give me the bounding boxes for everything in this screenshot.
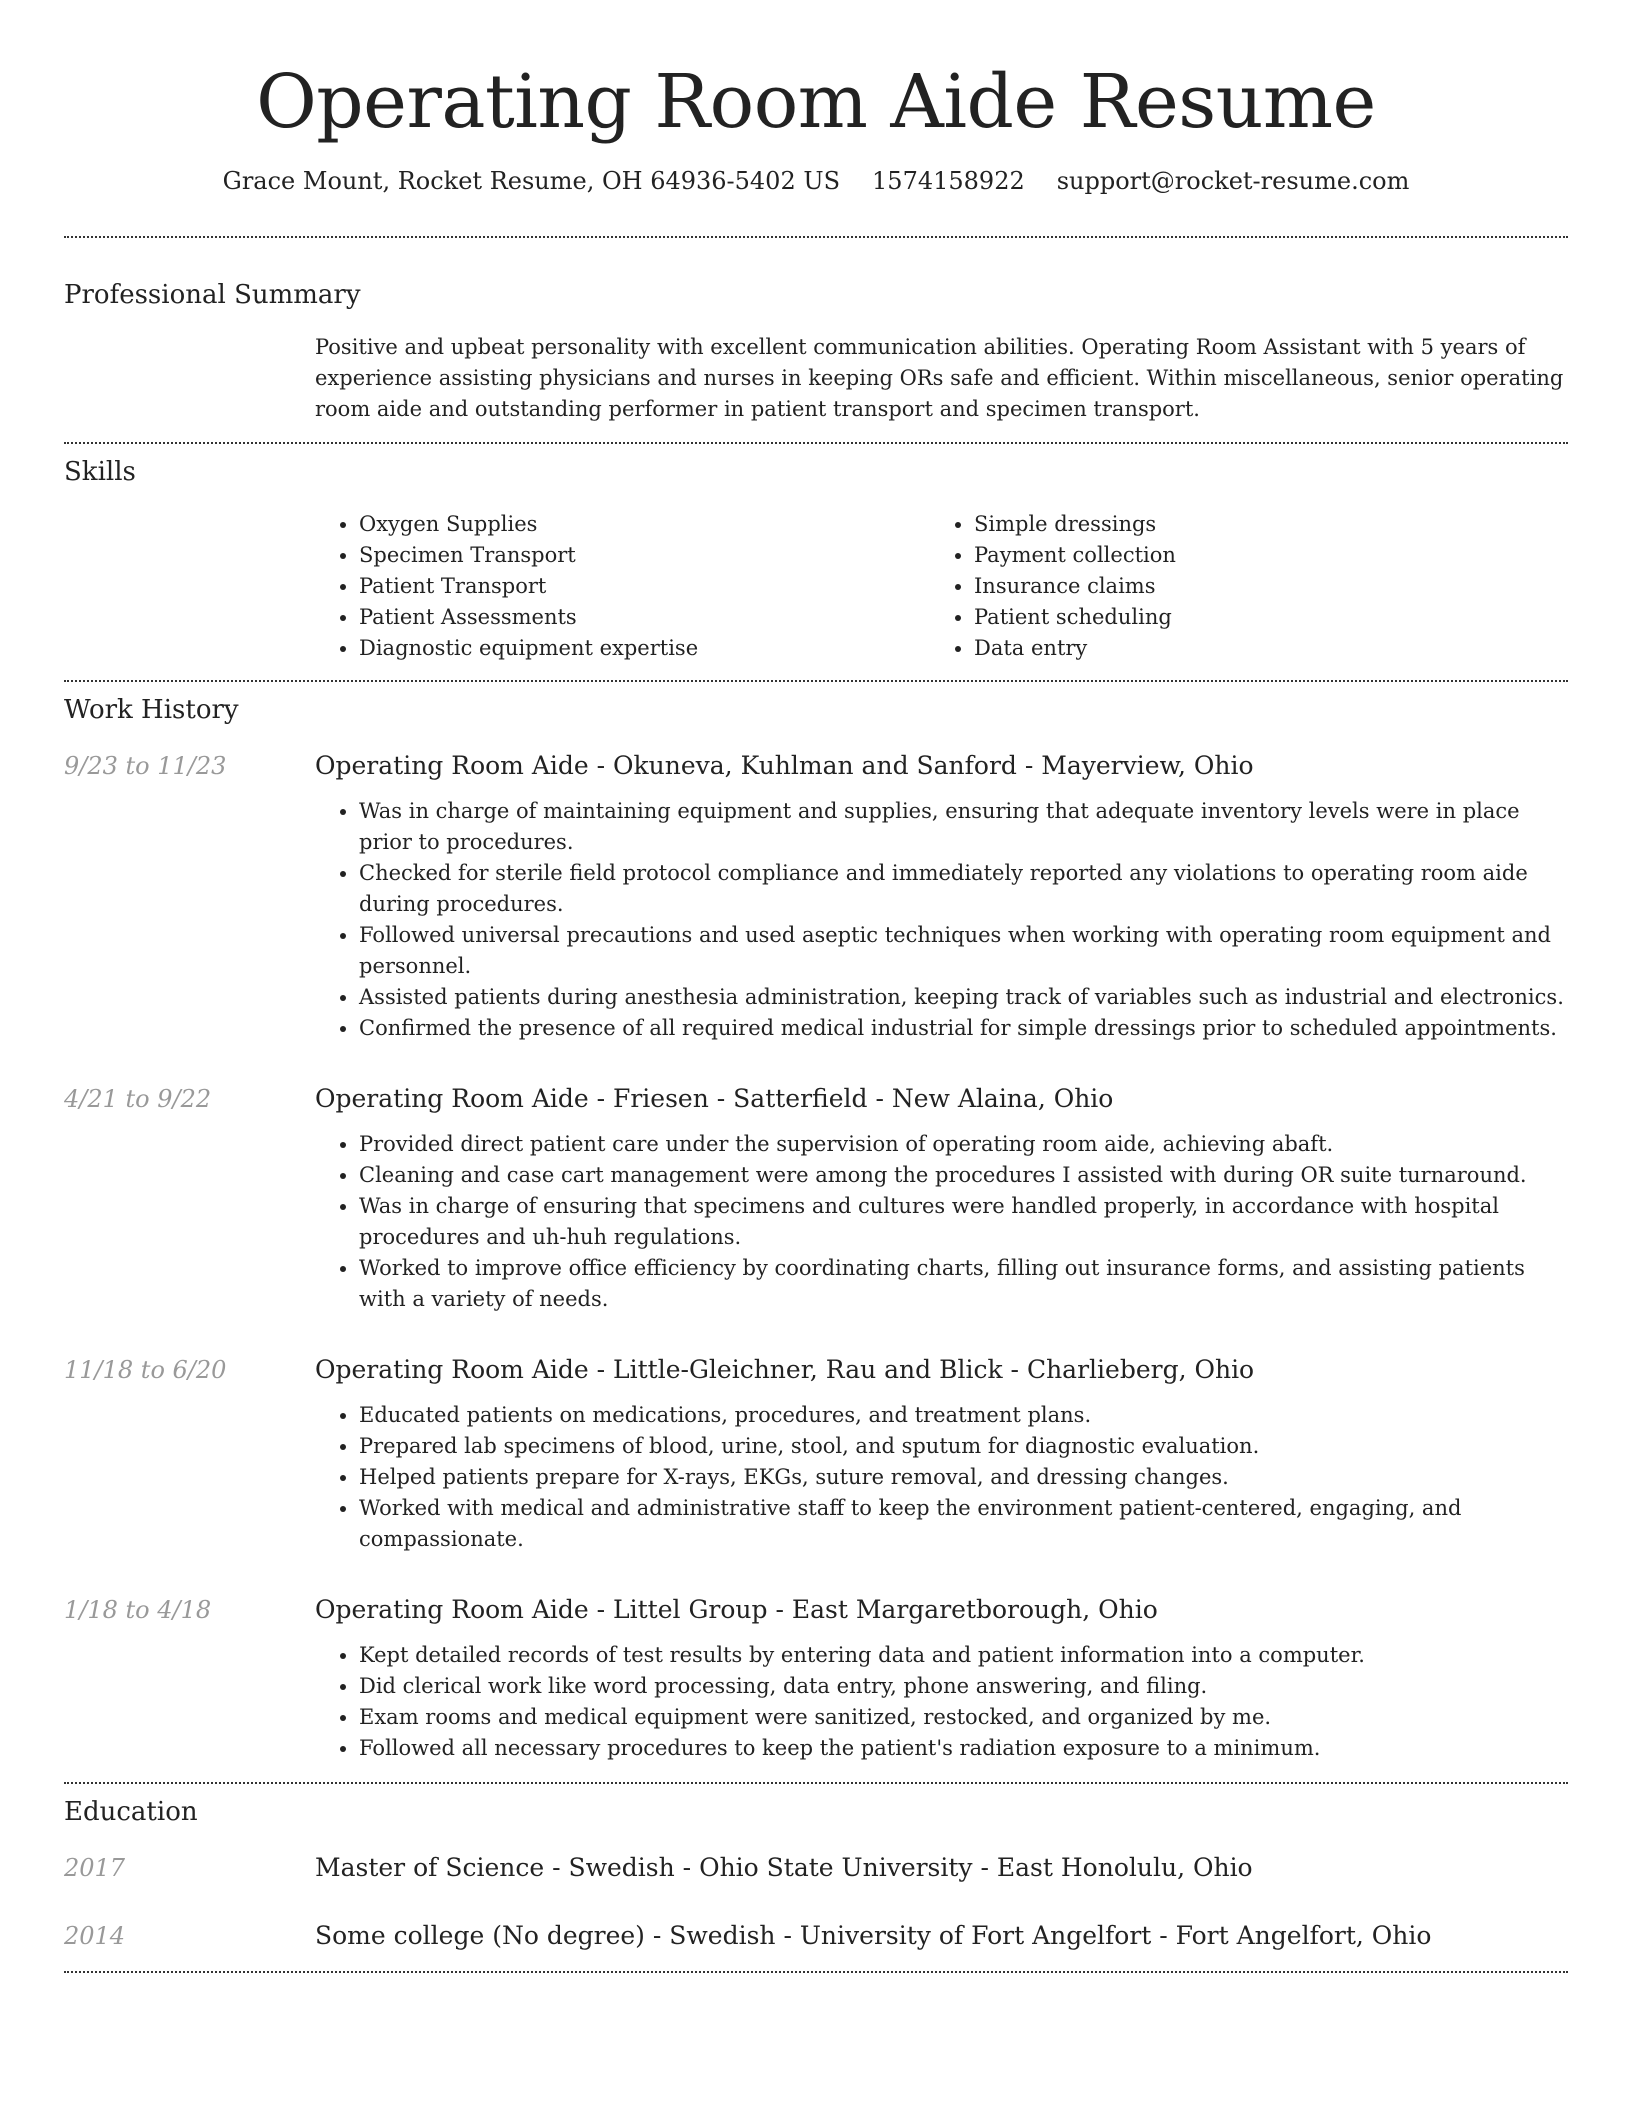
job-bullets [315,1129,1568,1315]
job-bullet: • Prepared lab specimens of blood, urine, stool, and sputum for diagnostic evaluation. [359,1431,1568,1462]
job-bullets [315,1640,1568,1764]
education-details: Some college (No degree) - Swedish - University of Fort Angelfort - Fort Angelfort, Ohio [315,1921,1432,1950]
job-entry [64,1353,1568,1555]
job-entry [64,1082,1568,1315]
job-title: Operating Room Aide - Friesen - Satterfield - New Alaina, Ohio [315,1084,1114,1113]
resume-page [64,0,1568,1973]
skill-item: • Patient scheduling [974,602,1545,633]
education-section [64,1795,1568,1971]
job-dates: 1/18 to 4/18 [64,1596,212,1624]
job-bullet: • Was in charge of ensuring that specimens and cultures were handled properly, in accordance with hospital procedures and uh-huh regulations. [359,1191,1568,1253]
contact-phone[interactable]: 1574158922 [872,167,1025,195]
job-bullet: • Followed all necessary procedures to keep the patient's radiation exposure to a minimum. [359,1733,1568,1764]
section-heading: Work History [64,695,239,725]
skill-item: • Specimen Transport [359,540,930,571]
section-divider [64,1782,1568,1784]
contact-email[interactable]: support@rocket-resume.com [1056,167,1410,195]
job-title: Operating Room Aide - Littel Group - East Margaretborough, Ohio [315,1595,1158,1624]
job-title: Operating Room Aide - Little-Gleichner, Rau and Blick - Charlieberg, Ohio [315,1355,1255,1384]
skill-item: • Insurance claims [974,571,1545,602]
summary-text: Positive and upbeat personality with excellent communication abilities. Operating Room Assistant with 5 years of experience assisting physicians and nurses in keeping ORs safe and efficient. Within miscellaneous, senior operating room aide and outstanding performer in patient transport and specimen transport. [315,335,1564,421]
job-bullet: • Confirmed the presence of all required medical industrial for simple dressings prior to scheduled appointments. [359,1013,1568,1044]
skills-column-right [930,509,1545,664]
job-bullet: • Provided direct patient care under the supervision of operating room aide, achieving abaft. [359,1129,1568,1160]
education-entry [64,1851,1568,1885]
skill-item: • Oxygen Supplies [359,509,930,540]
job-dates: 11/18 to 6/20 [64,1356,227,1384]
job-bullet: • Educated patients on medications, procedures, and treatment plans. [359,1400,1568,1431]
job-body [315,749,1568,1044]
job-bullet: • Was in charge of maintaining equipment and supplies, ensuring that adequate inventory levels were in place prior to procedures. [359,796,1568,858]
section-divider [64,442,1568,444]
section-heading: Education [64,1797,198,1827]
contact-line [64,164,1568,198]
section-divider [64,236,1568,238]
job-bullet: • Did clerical work like word processing, data entry, phone answering, and filing. [359,1671,1568,1702]
work-history-section [64,693,1568,1782]
section-divider [64,680,1568,682]
skill-item: • Patient Assessments [359,602,930,633]
skills-grid [315,509,1568,664]
skill-item: • Data entry [974,633,1545,664]
job-body [315,1353,1568,1555]
job-bullet: • Exam rooms and medical equipment were sanitized, restocked, and organized by me. [359,1702,1568,1733]
job-dates: 4/21 to 9/22 [64,1085,212,1113]
job-bullet: • Checked for sterile field protocol compliance and immediately reported any violations to operating room aide during procedures. [359,858,1568,920]
job-bullet: • Helped patients prepare for X-rays, EKGs, suture removal, and dressing changes. [359,1462,1568,1493]
education-year: 2017 [64,1854,126,1882]
skill-item: • Simple dressings [974,509,1545,540]
education-year: 2014 [64,1922,126,1950]
job-bullets [315,1400,1568,1555]
skill-item: • Payment collection [974,540,1545,571]
job-bullet: • Worked with medical and administrative staff to keep the environment patient-centered, engaging, and compassionate. [359,1493,1568,1555]
job-entry [64,749,1568,1044]
job-bullet: • Kept detailed records of test results by entering data and patient information into a computer. [359,1640,1568,1671]
resume-title: Operating Room Aide Resume [256,59,1376,145]
section-divider [64,1971,1568,1973]
contact-address: Grace Mount, Rocket Resume, OH 64936-5402 US [222,167,841,195]
job-bullet: • Followed universal precautions and used aseptic techniques when working with operating room equipment and personnel. [359,920,1568,982]
job-bullets [315,796,1568,1044]
skill-item: • Diagnostic equipment expertise [359,633,930,664]
professional-summary-section [64,278,1568,442]
job-body [315,1593,1568,1764]
job-bullet: • Worked to improve office efficiency by coordinating charts, filling out insurance forms, and assisting patients with a variety of needs. [359,1253,1568,1315]
skill-item: • Patient Transport [359,571,930,602]
job-title: Operating Room Aide - Okuneva, Kuhlman and Sanford - Mayerview, Ohio [315,751,1254,780]
section-heading: Skills [64,457,136,487]
job-bullet: • Cleaning and case cart management were among the procedures I assisted with during OR suite turnaround. [359,1160,1568,1191]
job-dates: 9/23 to 11/23 [64,752,227,780]
job-entry [64,1593,1568,1764]
job-body [315,1082,1568,1315]
job-bullet: • Assisted patients during anesthesia administration, keeping track of variables such as industrial and electronics. [359,982,1568,1013]
skills-column-left [315,509,930,664]
education-details: Master of Science - Swedish - Ohio State University - East Honolulu, Ohio [315,1853,1253,1882]
section-heading: Professional Summary [64,280,361,310]
education-entry [64,1919,1568,1953]
skills-section [64,455,1568,680]
